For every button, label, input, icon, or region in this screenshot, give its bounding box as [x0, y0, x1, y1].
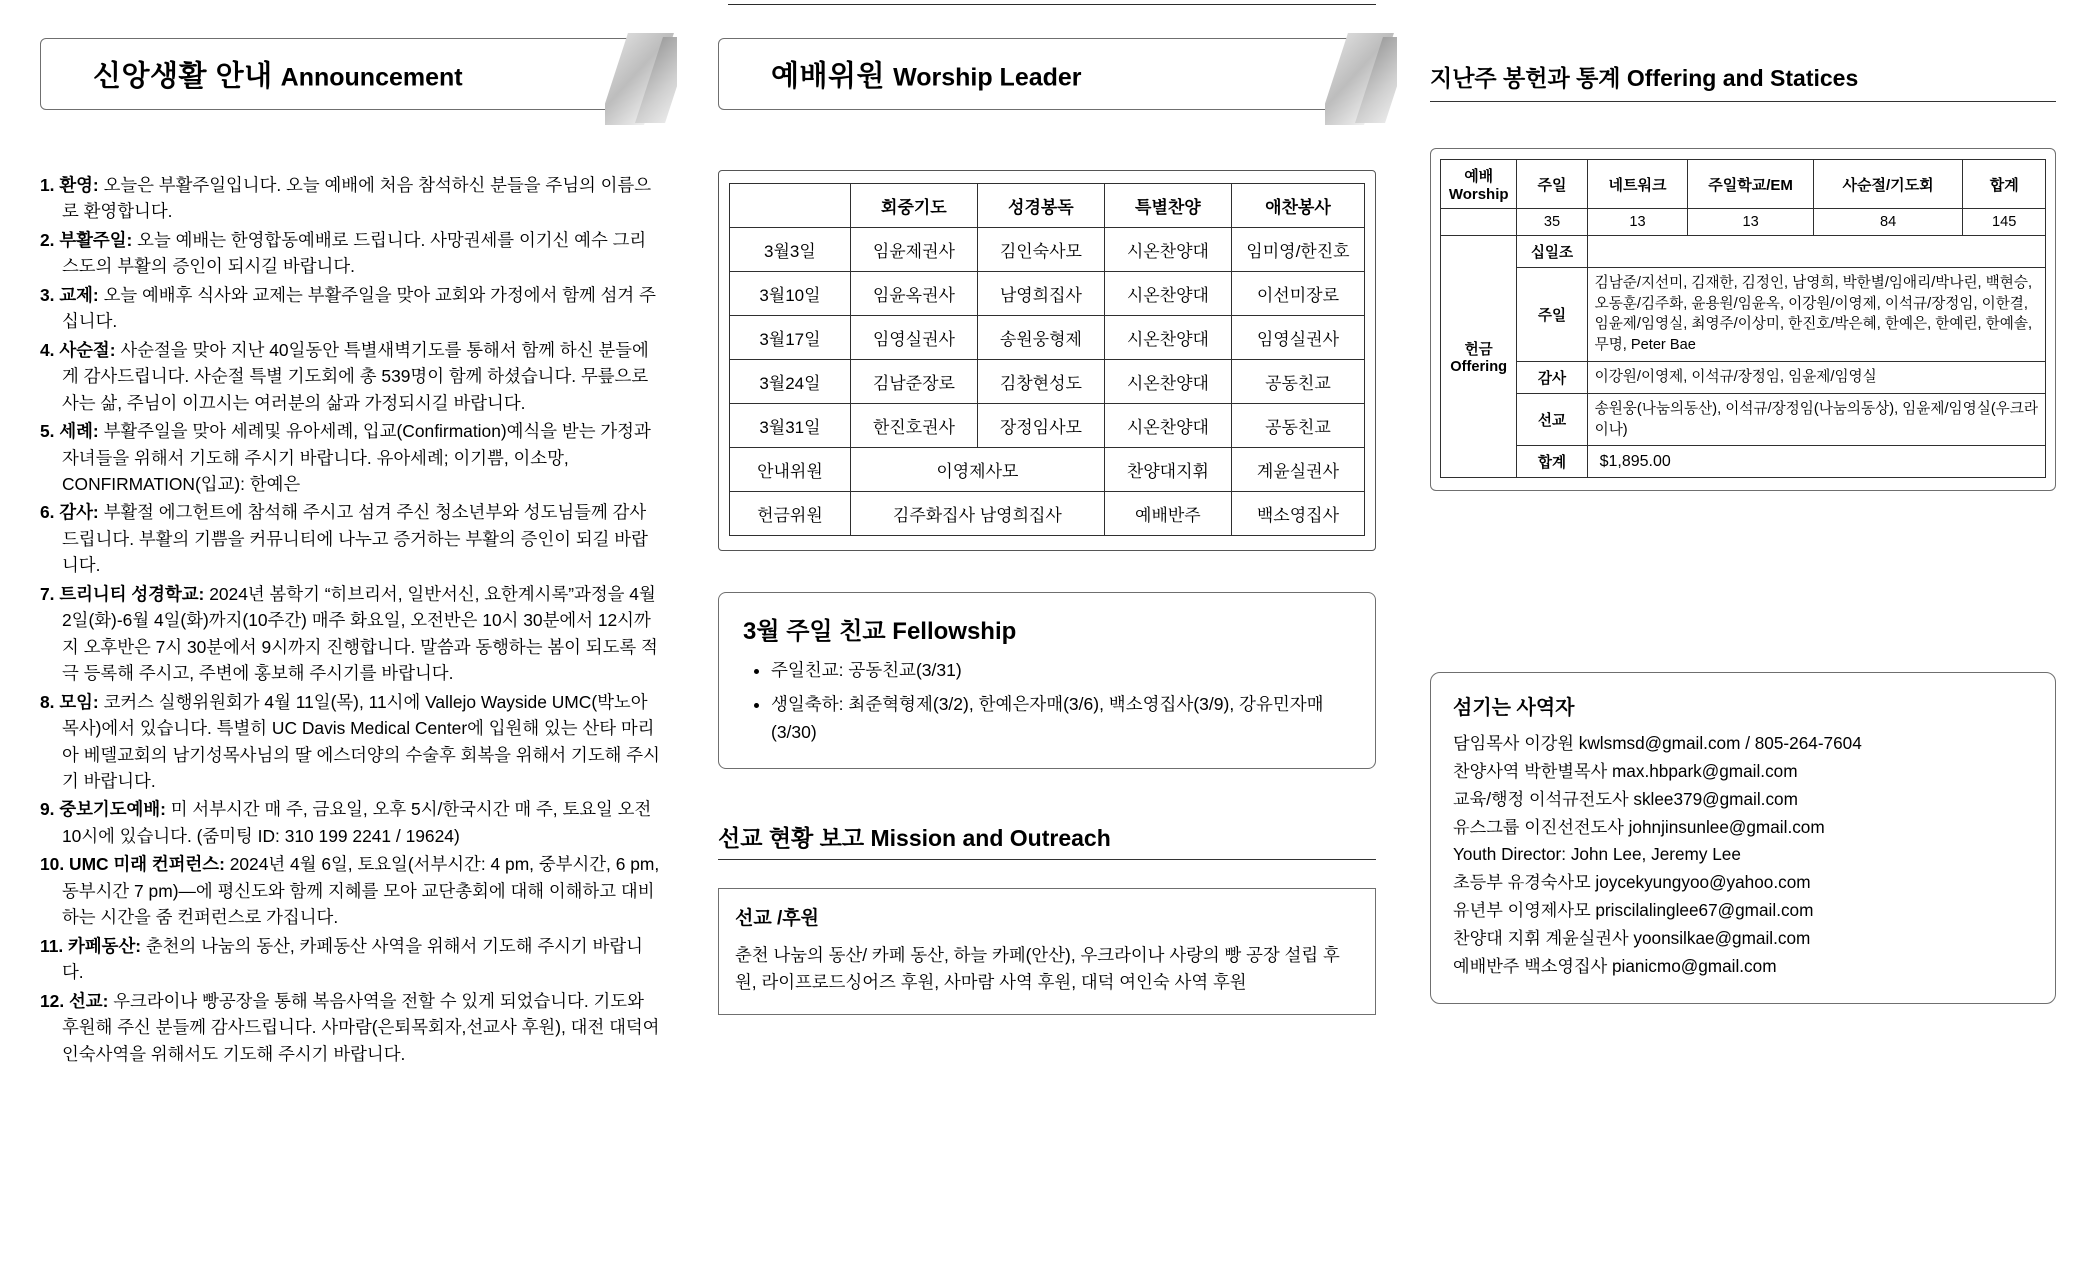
announcement-item-lead: 12. 선교: [40, 990, 109, 1011]
wl-cell: 3월24일 [730, 360, 851, 404]
staff-line: 교육/행정 이석규전도사 sklee379@gmail.com [1453, 788, 1798, 809]
announcement-item-text: 코커스 실행위원회가 4월 11일(목), 11시에 Vallejo Wayside UMC(박노아목사)에서 있습니다. 특별히 UC Davis Medical Center에 입원해 있는 산타 마리아 베델교회의 남기성목사님의 딸 에스더양의 수술후 회복을 위해서 기도해 주시기 바랍니다. [62, 691, 660, 791]
announcement-item-lead: 5. 세례: [40, 421, 99, 442]
offering-col-network: 네트워크 [1587, 160, 1688, 209]
wl-cell: 시온찬양대 [1104, 228, 1231, 272]
wl-cell: 한진호권사 [850, 404, 977, 448]
table-row [730, 228, 1365, 272]
staff-box [1430, 672, 2056, 1004]
mission-heading-kr: 선교 현황 보고 [718, 825, 865, 851]
wl-col-prayer: 회중기도 [850, 184, 977, 228]
offering-label-kr: 헌금 [1464, 342, 1493, 359]
announcement-item [40, 418, 660, 497]
announcement-item [40, 581, 660, 687]
announcement-item-text: 오늘 예배는 한영합동예배로 드립니다. 사망권세를 이기신 예수 그리스도의 부활의 증인이 되시길 바랍니다. [62, 229, 647, 277]
worship-leader-table [729, 183, 1365, 536]
worship-value: 35 [1517, 209, 1587, 236]
mission-heading-en: Mission and Outreach [870, 825, 1111, 851]
announcement-banner [40, 38, 660, 110]
offering-total-value: $1,895.00 [1587, 446, 2045, 478]
announcement-item [40, 933, 660, 986]
worship-value: 13 [1688, 209, 1813, 236]
wl-cell: 3월31일 [730, 404, 851, 448]
announcement-item-lead: 10. UMC 미래 컨퍼런스: [40, 854, 225, 875]
table-row [1441, 268, 2046, 362]
wl-cell: 임영실권사 [850, 316, 977, 360]
staff-title: 섬기는 사역자 [1453, 697, 1575, 719]
list-item: • 생일축하: 최준혁형제(3/2), 한예은자매(3/6), 백소영집사(3/9), 강유민자매(3/30) [771, 690, 1357, 746]
announcement-title-kr: 신앙생활 안내 [93, 60, 273, 93]
offering-subrow-value: 송원웅(나눔의동산), 이석규/장정임(나눔의동상), 임윤제/임영실(우크라이나) [1587, 393, 2045, 445]
offering-table [1440, 159, 2046, 478]
staff-line: 유년부 이영제사모 priscilalinglee67@gmail.com [1453, 900, 1814, 921]
table-row [1441, 236, 2046, 268]
wl-cell: 공동친교 [1231, 360, 1364, 404]
announcement-item [40, 689, 660, 795]
fellowship-section [718, 592, 1376, 769]
offering-subrow-label: 선교 [1517, 393, 1587, 445]
announcement-item-text: 우크라이나 빵공장을 통해 복음사역을 전할 수 있게 되었습니다. 기도와 후원해 주신 분들께 감사드립니다. 사마람(은퇴목회자,선교사 후원), 대전 대덕여인숙사역을 위해서도 기도해 주시기 바랍니다. [62, 990, 660, 1064]
wl-cell: 이선미장로 [1231, 272, 1364, 316]
table-row [1441, 209, 2046, 236]
wl-col-date [730, 184, 851, 228]
wl-cell-merged: 김주화집사 남영희집사 [850, 492, 1104, 536]
announcement-item-lead: 6. 감사: [40, 502, 99, 523]
announcement-item-text: 부활절 에그헌트에 참석해 주시고 섬겨 주신 청소년부와 성도님들께 감사드립니다. 부활의 기쁨을 커뮤니티에 나누고 증거하는 부활의 증인이 되길 바랍니다. [62, 502, 648, 576]
staff-line: 예배반주 백소영집사 pianicmo@gmail.com [1453, 955, 1777, 976]
announcement-item-lead: 3. 교제: [40, 284, 99, 305]
announcement-item-text: 부활주일을 맞아 세례및 유아세례, 입교(Confirmation)예식을 받는 가정과 자녀들을 위해서 기도해 주시기 바랍니다. 유아세례; 이기쁨, 이소망, CONFIRMATION(입교): 한예은 [62, 421, 651, 494]
wl-cell: 송원웅형제 [977, 316, 1104, 360]
table-row [730, 404, 1365, 448]
offering-subrow-label: 감사 [1517, 361, 1587, 393]
announcement-item-lead: 11. 카페동산: [40, 935, 142, 956]
table-row [1441, 393, 2046, 445]
announcement-column [40, 38, 660, 1069]
worship-leader-column [718, 38, 1380, 551]
table-row [730, 316, 1365, 360]
wl-cell: 임윤제권사 [850, 228, 977, 272]
fellowship-title-en: Fellowship [892, 618, 1017, 645]
announcement-item-text: 사순절을 맞아 지난 40일동안 특별새벽기도를 통해서 함께 하신 분들에게 감사드립니다. 사순절 특별 기도회에 총 539명이 함께 하셨습니다. 무릎으로 사는 삶, 주님이 이끄시는 여러분의 삶과 가정되시길 바랍니다. [62, 339, 649, 413]
fellowship-title-kr: 3월 주일 친교 [743, 618, 886, 645]
offering-col-lent: 사순절/기도회 [1813, 160, 1963, 209]
offering-subrow-value: 김남준/지선미, 김재한, 김정인, 남영희, 박한별/임애리/박나린, 백현승, 오동훈/김주화, 윤용원/임윤옥, 이강원/이영제, 이석규/장정임, 이한결, 임윤제/임영실, 최영주/이상미, 한진호/박은혜, 한예은, 한예린, 한예솔, 무명, Peter Bae [1587, 268, 2045, 362]
wl-cell: 남영희집사 [977, 272, 1104, 316]
offering-col-total: 합계 [1963, 160, 2046, 209]
announcement-item-lead: 7. 트리니티 성경학교: [40, 583, 205, 604]
wl-cell: 백소영집사 [1231, 492, 1364, 536]
worship-value: 145 [1963, 209, 2046, 236]
wl-cell: 김창현성도 [977, 360, 1104, 404]
announcement-item [40, 337, 660, 416]
announcement-item [40, 988, 660, 1067]
offering-subrow-value [1587, 236, 2045, 268]
table-header-row [730, 184, 1365, 228]
wl-cell: 안내위원 [730, 448, 851, 492]
fellowship-list [749, 656, 1357, 746]
announcement-title-en: Announcement [280, 63, 463, 92]
announcement-item [40, 227, 660, 280]
mission-heading [718, 820, 1376, 860]
announcement-item [40, 499, 660, 578]
wl-cell: 예배반주 [1104, 492, 1231, 536]
wl-cell: 시온찬양대 [1104, 316, 1231, 360]
staff-line: 초등부 유경숙사모 joycekyungyoo@yahoo.com [1453, 872, 1811, 893]
announcement-item [40, 282, 660, 335]
table-row [730, 448, 1365, 492]
offering-heading-en: Offering and Statices [1626, 65, 1859, 91]
offering-col-worship-kr: 예배 [1464, 168, 1494, 185]
offering-subrow-label: 주일 [1517, 268, 1587, 362]
announcement-item-text: 미 서부시간 매 주, 금요일, 오후 5시/한국시간 매 주, 토요일 오전 10시에 있습니다. (줌미팅 ID: 310 199 2241 / 19624) [62, 799, 652, 846]
worship-leader-title-kr: 예배위원 [771, 60, 886, 93]
wl-col-scripture: 성경봉독 [977, 184, 1104, 228]
table-header-row [1441, 160, 2046, 209]
wl-cell: 임윤옥권사 [850, 272, 977, 316]
offering-col-sunday-school: 주일학교/EM [1688, 160, 1813, 209]
worship-value: 13 [1587, 209, 1688, 236]
worship-leader-table-wrapper [718, 170, 1376, 551]
announcement-item [40, 851, 660, 930]
announcement-item-text: 오늘은 부활주일입니다. 오늘 예배에 처음 참석하신 분들을 주님의 이름으로 환영합니다. [62, 175, 652, 222]
offering-col-worship [1441, 160, 1517, 209]
mission-subtitle: 선교 /후원 [735, 908, 819, 929]
announcement-banner-text [93, 54, 463, 95]
wl-cell: 김남준장로 [850, 360, 977, 404]
ribbon-decoration-icon [1325, 33, 1397, 125]
wl-cell: 장정임사모 [977, 404, 1104, 448]
table-row [730, 492, 1365, 536]
staff-line: 유스그룹 이진선전도사 johnjinsunlee@gmail.com [1453, 816, 1825, 837]
wl-cell: 3월10일 [730, 272, 851, 316]
worship-value: 84 [1813, 209, 1963, 236]
offering-label-en: Offering [1450, 359, 1508, 376]
offering-col-worship-en: Worship [1448, 186, 1509, 203]
wl-cell: 김인숙사모 [977, 228, 1104, 272]
offering-table-wrapper [1430, 148, 2056, 491]
announcement-item-text: 2024년 봄학기 “히브리서, 일반서신, 요한계시록”과정을 4월 2일(화)-6월 4일(화)까지(10주간) 매주 화요일, 오전반은 10시 30분에서 12시까지 오후반은 7시 30분에서 9시까지 진행합니다. 말씀과 동행하는 봄이 되도록 적극 등록해 주시고, 주변에 홍보해 주시기를 바랍니다. [62, 583, 658, 684]
wl-cell: 임영실권사 [1231, 316, 1364, 360]
wl-cell: 공동친교 [1231, 404, 1364, 448]
wl-cell: 시온찬양대 [1104, 272, 1231, 316]
offering-subrow-value: 이강원/이영제, 이석규/장정임, 임윤제/임영실 [1587, 361, 2045, 393]
staff-line: 찬양대 지휘 계윤실권사 yoonsilkae@gmail.com [1453, 928, 1811, 949]
wl-cell: 3월3일 [730, 228, 851, 272]
staff-line: 담임목사 이강원 kwlsmsd@gmail.com / 805-264-7604 [1453, 733, 1862, 753]
worship-leader-banner-text [771, 54, 1082, 95]
wl-cell: 시온찬양대 [1104, 360, 1231, 404]
offering-subrow-label: 십일조 [1517, 236, 1587, 268]
announcement-item-lead: 4. 사순절: [40, 339, 116, 360]
wl-cell: 찬양대지휘 [1104, 448, 1231, 492]
announcement-item-text: 2024년 4월 6일, 토요일(서부시간: 4 pm, 중부시간, 6 pm, 동부시간 7 pm)—에 평신도와 함께 지혜를 모아 교단총회에 대해 이해하고 대비하는 시간을 줌 컨퍼런스로 가집니다. [62, 854, 660, 928]
announcement-item-lead: 1. 환영: [40, 175, 99, 195]
offering-heading [1430, 60, 2056, 102]
wl-cell: 시온찬양대 [1104, 404, 1231, 448]
staff-line: Youth Director: John Lee, Jeremy Lee [1453, 844, 1741, 865]
table-row [1441, 361, 2046, 393]
wl-cell-merged: 이영제사모 [850, 448, 1104, 492]
list-item: • 주일친교: 공동친교(3/31) [771, 656, 1357, 684]
announcement-list [40, 172, 660, 1067]
announcement-item-lead: 2. 부활주일: [40, 229, 133, 250]
table-row [730, 272, 1365, 316]
wl-cell: 임미영/한진호 [1231, 228, 1364, 272]
offering-subrow-label: 합계 [1517, 446, 1587, 478]
staff-line: 찬양사역 박한별목사 max.hbpark@gmail.com [1453, 760, 1798, 781]
ribbon-decoration-icon [605, 33, 677, 125]
offering-heading-kr: 지난주 봉헌과 통계 [1430, 65, 1621, 91]
wl-cell: 계윤실권사 [1231, 448, 1364, 492]
mission-body: 춘천 나눔의 동산/ 카페 동산, 하늘 카페(안산), 우크라이나 사랑의 빵 공장 설립 후원, 라이프로드싱어즈 후원, 사마람 사역 후원, 대덕 여인숙 사역 후원 [735, 945, 1340, 992]
announcement-item-lead: 8. 모임: [40, 691, 99, 712]
announcement-item-text: 춘천의 나눔의 동산, 카페동산 사역을 위해서 기도해 주시기 바랍니다. [62, 935, 643, 983]
worship-leader-title-en: Worship Leader [893, 63, 1082, 92]
table-row [1441, 446, 2046, 478]
wl-cell: 헌금위원 [730, 492, 851, 536]
wl-cell: 3월17일 [730, 316, 851, 360]
offering-col-sunday: 주일 [1517, 160, 1587, 209]
announcement-item-text: 오늘 예배후 식사와 교제는 부활주일을 맞아 교회와 가정에서 함께 섬겨 주십니다. [62, 284, 656, 332]
announcement-item [40, 172, 660, 225]
mission-box [718, 888, 1376, 1015]
wl-col-special-song: 특별찬양 [1104, 184, 1231, 228]
announcement-item-lead: 9. 중보기도예배: [40, 799, 166, 820]
wl-col-fellowship-meal: 애찬봉사 [1231, 184, 1364, 228]
offering-row-label [1441, 236, 1517, 478]
announcement-item [40, 796, 660, 849]
table-row [730, 360, 1365, 404]
worship-leader-banner [718, 38, 1380, 110]
fellowship-title [743, 611, 1357, 646]
top-divider [728, 0, 1376, 5]
